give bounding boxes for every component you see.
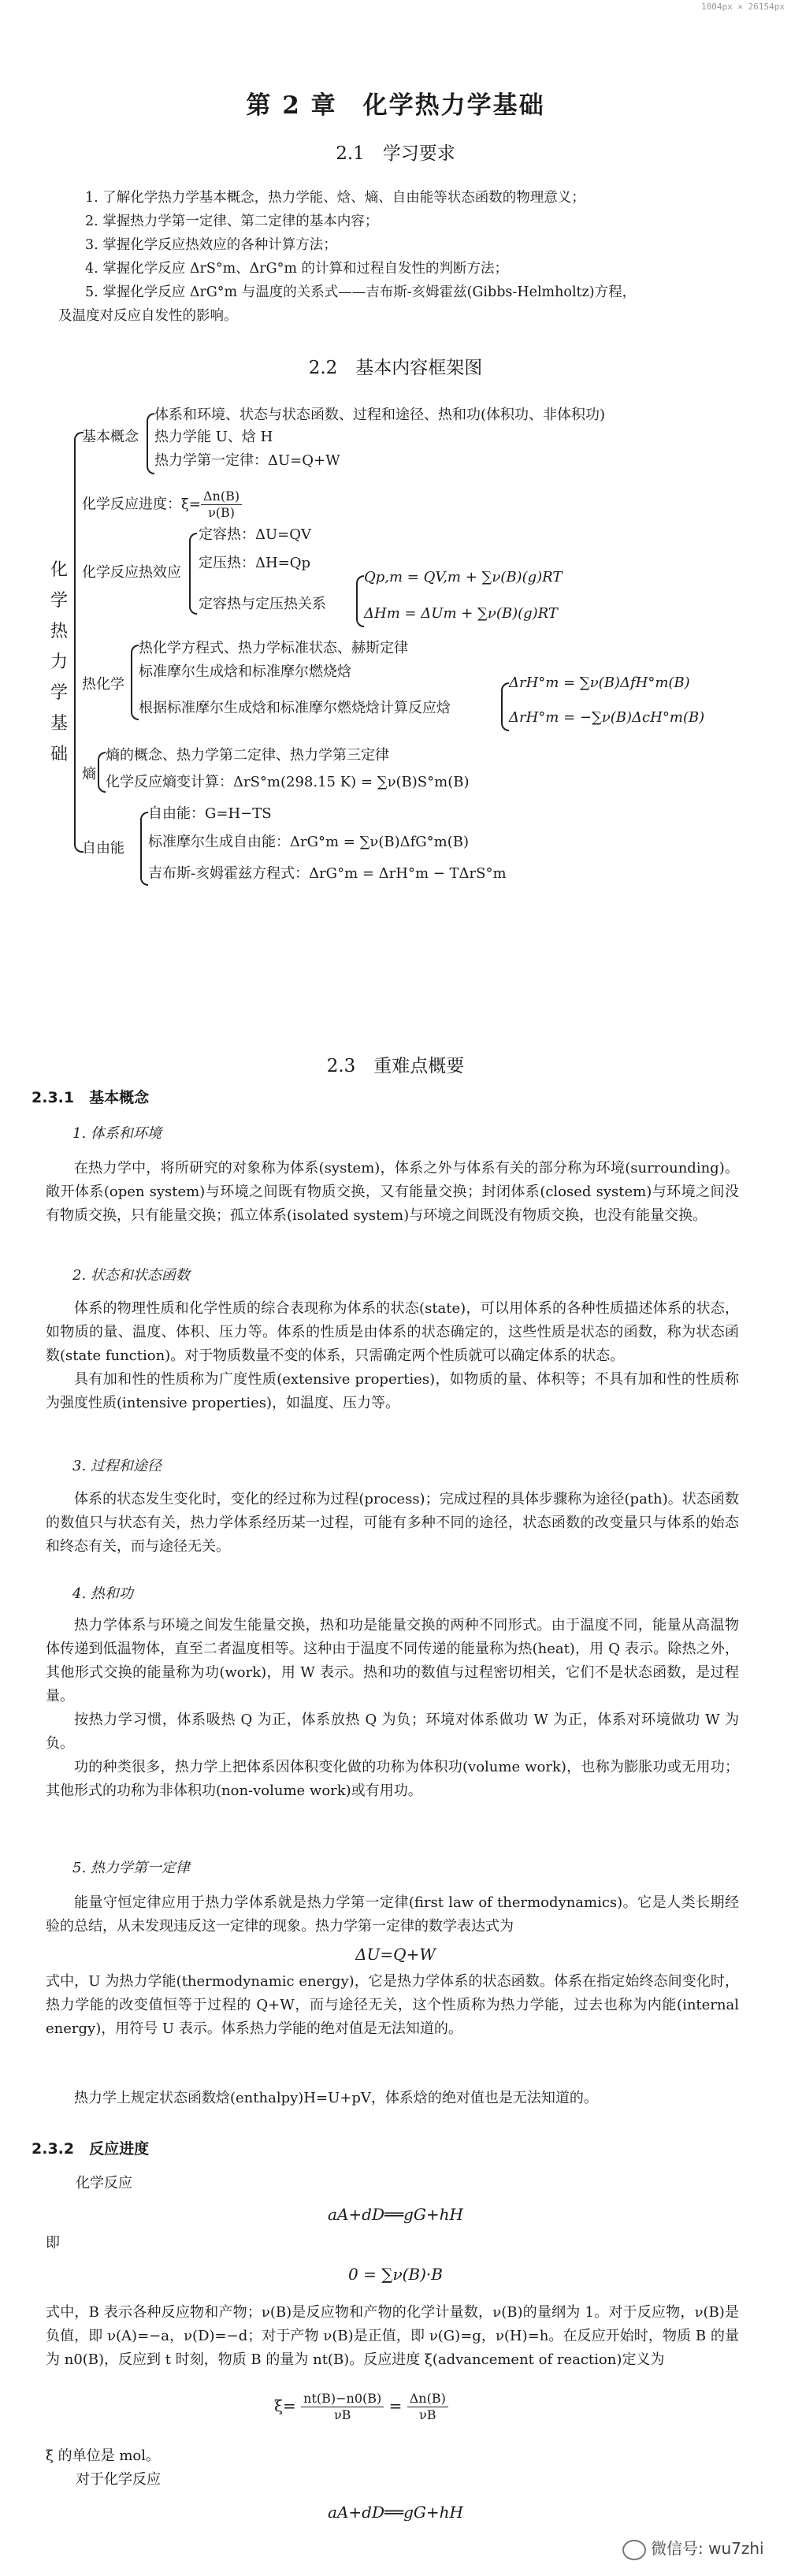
basic-item: 热力学第一定律：ΔU=Q+W xyxy=(154,452,340,469)
entropy-item: 化学反应熵变计算：ΔrS°m(298.15 K) = ∑ν(B)S°m(B) xyxy=(106,774,470,790)
requirement-item: 4. 掌握化学反应 ΔrS°m、ΔrG°m 的计算和过程自发性的判断方法； xyxy=(85,261,509,277)
free-energy-item: 自由能：G=H−TS xyxy=(148,805,272,822)
xi-unit: ξ 的单位是 mol。 xyxy=(46,2448,161,2464)
topic-5-title: 5. 热力学第一定律 xyxy=(72,1860,190,1876)
free-energy-item: 标准摩尔生成自由能：ΔrG°m = ∑ν(B)ΔfG°m(B) xyxy=(148,834,470,850)
topic-5-paragraph-1 xyxy=(46,1891,739,1939)
basic-item: 体系和环境、状态与状态函数、过程和途径、热和功(体积功、非体积功) xyxy=(154,407,606,423)
brace-free-energy xyxy=(140,812,148,886)
heat-const-v: 定容热：ΔU=QV xyxy=(199,526,312,543)
node-thermochemistry: 热化学 xyxy=(82,676,124,693)
paragraph-text: 具有加和性的性质称为广度性质(extensive properties)，如物质的量、体积等；不具有加和性的性质称为强度性质(intensive properties)，如温度、压力等。 xyxy=(46,1371,739,1411)
fraction-numerator: Δn(B) xyxy=(201,489,242,505)
diagram-root-title xyxy=(49,555,69,770)
root-char: 化 xyxy=(50,560,68,580)
reaction-equation-1: aA+dD══gG+hH xyxy=(328,2205,463,2224)
reaction-extent-fraction xyxy=(201,489,242,521)
brace-entropy xyxy=(98,752,106,793)
fraction-numerator: nt(B)−n0(B) xyxy=(301,2391,384,2407)
root-char: 热 xyxy=(50,622,68,641)
requirement-item: 2. 掌握热力学第一定律、第二定律的基本内容； xyxy=(85,214,379,229)
requirement-item: 及温度对反应自发性的影响。 xyxy=(58,308,238,324)
paragraph-text: 体系的状态发生变化时，变化的经过称为过程(process)；完成过程的具体步骤称为途径(path)。状态函数的数值只与状态有关，热力学体系经历某一过程，可能有多种不同的途径，状态函数的改变量只与体系的始态和终态有关，而与途径无关。 xyxy=(46,1491,739,1555)
paragraph-text: 按热力学习惯，体系吸热 Q 为正，体系放热 Q 为负；环境对体系做功 W 为正，体系对环境做功 W 为负。 xyxy=(46,1712,739,1752)
topic-3-paragraph xyxy=(46,1488,739,1559)
free-energy-item: 吉布斯-亥姆霍兹方程式：ΔrG°m = ΔrH°m − TΔrS°m xyxy=(148,865,507,882)
subsection-2-3-2-title: 2.3.2 反应进度 xyxy=(32,2140,150,2158)
relation-eq-1: Qp,m = QV,m + ∑ν(B)(g)RT xyxy=(364,569,563,585)
root-char: 基 xyxy=(50,714,68,734)
node-entropy: 熵 xyxy=(82,766,96,782)
chapter-title: 第 2 章 化学热力学基础 xyxy=(246,91,545,120)
topic-1-title: 1. 体系和环境 xyxy=(72,1125,162,1142)
topic-2-title: 2. 状态和状态函数 xyxy=(72,1267,190,1284)
brace-relation xyxy=(356,575,364,627)
equals-sign: = xyxy=(388,2396,403,2415)
reaction-equation-2: 0 = ∑ν(B)·B xyxy=(348,2265,443,2284)
fraction-denominator: ν(B) xyxy=(208,505,236,520)
brace-thermochem xyxy=(131,645,139,720)
root-char: 础 xyxy=(50,745,68,764)
reaction-paragraph xyxy=(46,2301,739,2372)
topic-4-title: 4. 热和功 xyxy=(72,1585,133,1602)
paragraph-text: 热力学体系与环境之间发生能量交换，热和功是能量交换的两种不同形式。由于温度不同，能量从高温物体传递到低温物体，直至二者温度相等。这种由于温度不同传递的能量称为热(heat)，用 Q 表示。除热之外，其他形式交换的能量称为功(work)，用 W 表示。热和功的数值与过程密切相关，它们不是状态函数，是过程量。 xyxy=(46,1617,739,1704)
requirement-item: 1. 了解化学热力学基本概念，热力学能、焓、熵、自由能等状态函数的物理意义； xyxy=(85,190,585,206)
wechat-watermark xyxy=(622,2536,764,2560)
subsection-2-3-1-title: 2.3.1 基本概念 xyxy=(32,1089,150,1106)
topic-5-paragraph-3 xyxy=(46,2087,739,2110)
fraction-denominator: νB xyxy=(419,2407,436,2422)
advancement-definition xyxy=(274,2391,448,2423)
section-2-2-title: 2.2 基本内容框架图 xyxy=(308,358,483,378)
topic-2-paragraph xyxy=(46,1297,739,1415)
heat-const-p: 定压热：ΔH=Qp xyxy=(199,555,311,571)
paragraph-text: 能量守恒定律应用于热力学体系就是热力学第一定律(first law of thermodynamics)。它是人类长期经验的总结，从未发现违反这一定律的现象。热力学第一定律的数学表达式为 xyxy=(46,1894,739,1935)
watermark-text: 微信号: wu7zhi xyxy=(651,2539,764,2558)
section-2-3-title: 2.3 重难点概要 xyxy=(326,1056,465,1076)
fraction-denominator: νB xyxy=(333,2407,351,2422)
reaction-intro-2: 对于化学反应 xyxy=(76,2471,161,2488)
root-char: 学 xyxy=(50,683,68,703)
enthalpy-eq-2: ΔrH°m = −∑ν(B)ΔcH°m(B) xyxy=(509,709,705,726)
basic-item: 热力学能 U、焓 H xyxy=(154,429,273,445)
reaction-extent-label: 化学反应进度：ξ= xyxy=(82,496,201,513)
root-char: 学 xyxy=(50,591,68,611)
reaction-intro: 化学反应 xyxy=(76,2175,132,2191)
requirement-item: 3. 掌握化学反应热效应的各种计算方法； xyxy=(85,237,337,253)
paragraph-text: 体系的物理性质和化学性质的综合表现称为体系的状态(state)，可以用体系的各种性质描述体系的状态，如物质的量、温度、体积、压力等。体系的性质是由体系的状态确定的，这些性质是状态的函数，称为状态函数(state function)。对于物质数量不变的体系，只需确定两个性质就可以确定体系的状态。 xyxy=(46,1300,739,1364)
thermochem-item: 热化学方程式、热力学标准状态、赫斯定律 xyxy=(139,640,408,656)
paragraph-text: 在热力学中，将所研究的对象称为体系(system)，体系之外与体系有关的部分称为环境(surrounding)。敞开体系(open system)与环境之间既有物质交换，又有能量交换；封闭体系(closed system)与环境之间没有物质交换，只有能量交换；孤立体系(isolated system)与环境之间既没有物质交换，也没有能量交换。 xyxy=(46,1160,739,1224)
paragraph-text: 式中，U 为热力学能(thermodynamic energy)，它是热力学体系的状态函数。体系在指定始终态间变化时，热力学能的改变值恒等于过程的 Q+W，而与途径无关，这个性质称为热力学能，过去也称为内能(internal energy)，用符号 U 表示。体系热力学能的绝对值是无法知道的。 xyxy=(46,1973,739,2037)
fraction-numerator: Δn(B) xyxy=(407,2391,448,2407)
paragraph-text: 式中，B 表示各种反应物和产物；ν(B)是反应物和产物的化学计量数，ν(B)的量纲为 1。对于反应物，ν(B)是负值，即 ν(A)=−a，ν(D)=−d；对于产物 ν(B)是正值，即 ν(G)=g，ν(H)=h。在反应开始时，物质 B 的量为 n0(B)，反应到 t 时刻，物质 B 的量为 nt(B)。反应进度 ξ(advancement of reaction)定义为 xyxy=(46,2304,739,2368)
root-char: 力 xyxy=(50,652,68,672)
ji-label: 即 xyxy=(46,2235,60,2251)
heat-relation: 定容热与定压热关系 xyxy=(199,596,326,612)
topic-5-paragraph-2 xyxy=(46,1970,739,2041)
paragraph-text: 功的种类很多，热力学上把体系因体积变化做的功称为体积功(volume work)，也称为膨胀功或无用功；其他形式的功称为非体积功(non-volume work)或有用功。 xyxy=(46,1759,739,1799)
advancement-fraction-1 xyxy=(301,2391,384,2423)
brace-reaction-enthalpy xyxy=(501,682,509,731)
topic-4-paragraph xyxy=(46,1614,739,1803)
xi-label: ξ= xyxy=(274,2396,296,2415)
first-law-equation: ΔU=Q+W xyxy=(355,1945,436,1964)
entropy-item: 熵的概念、热力学第二定律、热力学第三定律 xyxy=(106,747,389,764)
reaction-equation-3: aA+dD══gG+hH xyxy=(328,2503,463,2522)
section-2-1-title: 2.1 学习要求 xyxy=(336,143,455,164)
wechat-icon xyxy=(622,2540,646,2560)
requirement-item: 5. 掌握化学反应 ΔrG°m 与温度的关系式——吉布斯-亥姆霍兹(Gibbs-Helmholtz)方程， xyxy=(85,284,637,300)
paragraph-text: 热力学上规定状态函数焓(enthalpy)H=U+pV，体系焓的绝对值也是无法知道的。 xyxy=(74,2090,598,2106)
node-heat-effect: 化学反应热效应 xyxy=(82,564,181,581)
thermochem-item: 标准摩尔生成焓和标准摩尔燃烧焓 xyxy=(139,664,351,680)
node-reaction-extent xyxy=(82,489,242,521)
topic-3-title: 3. 过程和途径 xyxy=(72,1458,162,1474)
learning-requirements xyxy=(58,186,715,328)
relation-eq-2: ΔHm = ΔUm + ∑ν(B)(g)RT xyxy=(364,605,558,622)
node-free-energy: 自由能 xyxy=(82,840,124,857)
topic-1-paragraph xyxy=(46,1157,739,1228)
advancement-fraction-2 xyxy=(407,2391,448,2423)
node-basic-concepts: 基本概念 xyxy=(82,429,139,445)
thermochem-item: 根据标准摩尔生成焓和标准摩尔燃烧焓计算反应焓 xyxy=(139,700,451,716)
enthalpy-eq-1: ΔrH°m = ∑ν(B)ΔfH°m(B) xyxy=(509,675,690,691)
brace-basic xyxy=(147,413,154,474)
brace-heat xyxy=(189,533,197,615)
dimension-label: 1004px × 26154px xyxy=(701,2,785,12)
